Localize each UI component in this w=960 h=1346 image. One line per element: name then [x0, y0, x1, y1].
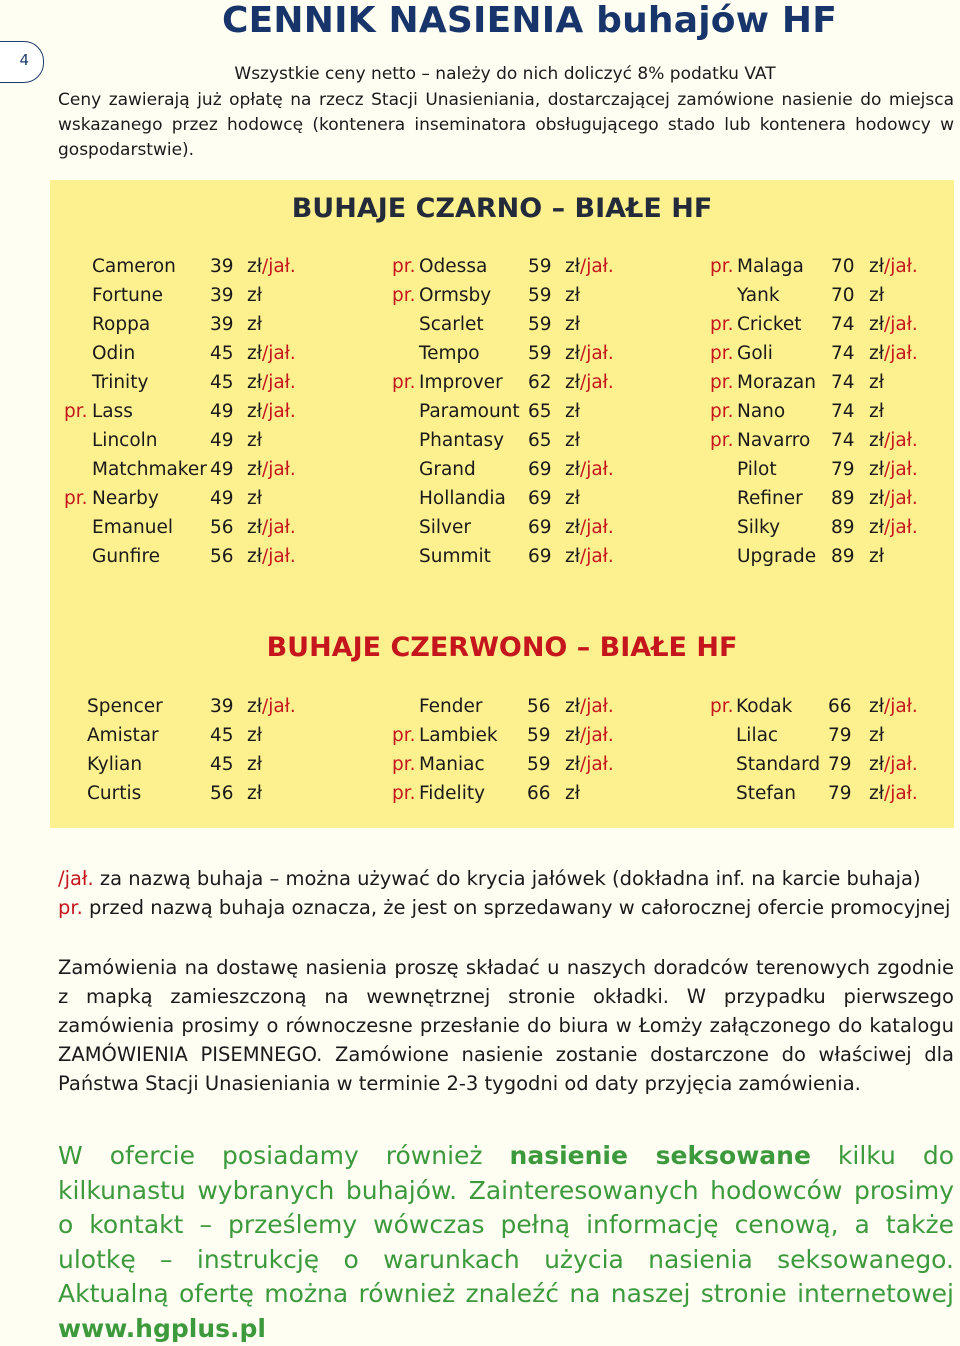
legend-pr: [58, 896, 950, 919]
bull-price: 74: [831, 314, 855, 335]
bull-price: 79: [828, 754, 852, 775]
currency: zł: [247, 546, 262, 567]
currency: zł: [247, 401, 262, 422]
currency: zł: [869, 343, 884, 364]
bull-name: Standard: [736, 754, 821, 775]
currency: zł: [869, 256, 884, 277]
price-unit: [565, 696, 614, 717]
currency: zł: [869, 401, 884, 422]
currency: zł: [869, 459, 884, 480]
bull-price: 49: [210, 488, 234, 509]
bull-name: Fortune: [92, 285, 163, 306]
currency: zł: [869, 517, 884, 538]
section-title-black-white: BUHAJE CZARNO – BIAŁE HF: [291, 193, 713, 224]
promo-marker: pr.: [710, 401, 734, 422]
bull-price: 70: [831, 285, 855, 306]
section-title-red-white: BUHAJE CZERWONO – BIAŁE HF: [266, 632, 738, 663]
promo-marker: pr.: [392, 256, 416, 277]
bull-price: 59: [528, 343, 552, 364]
bull-name: Matchmaker: [92, 459, 207, 480]
price-unit: [565, 285, 580, 306]
currency: zł: [565, 459, 580, 480]
heifer-marker: /jał.: [261, 546, 296, 567]
bull-price: 69: [528, 488, 552, 509]
price-unit: [869, 459, 918, 480]
price-unit: [247, 725, 262, 746]
currency: zł: [247, 754, 262, 775]
price-unit: [247, 401, 296, 422]
currency: zł: [247, 459, 262, 480]
bull-name: Kodak: [736, 696, 793, 717]
bull-name: Improver: [419, 372, 503, 393]
price-unit: [869, 285, 884, 306]
price-unit: [565, 314, 580, 335]
heifer-marker: /jał.: [883, 754, 918, 775]
price-unit: [565, 488, 580, 509]
heifer-marker: /jał.: [579, 696, 614, 717]
price-unit: [869, 430, 918, 451]
bull-price: 59: [528, 256, 552, 277]
bull-name: Odessa: [419, 256, 488, 277]
heifer-marker: /jał.: [579, 754, 614, 775]
currency: zł: [869, 725, 884, 746]
heifer-marker: /jał.: [579, 256, 614, 277]
heifer-marker: /jał.: [261, 459, 296, 480]
website-link[interactable]: www.hgplus.pl: [58, 1313, 266, 1343]
bull-name: Yank: [737, 285, 780, 306]
heifer-marker: /jał.: [883, 459, 918, 480]
currency: zł: [247, 372, 262, 393]
currency: zł: [869, 783, 884, 804]
currency: zł: [247, 343, 262, 364]
bull-name: Hollandia: [419, 488, 506, 509]
price-unit: [565, 256, 614, 277]
bull-name: Kylian: [87, 754, 143, 775]
price-unit: [565, 517, 614, 538]
currency: zł: [247, 285, 262, 306]
heifer-marker: /jał.: [579, 725, 614, 746]
currency: zł: [565, 725, 580, 746]
currency: zł: [565, 754, 580, 775]
bull-price: 45: [210, 754, 234, 775]
price-unit: [869, 343, 918, 364]
price-unit: [869, 401, 884, 422]
bull-price: 65: [528, 430, 552, 451]
heifer-marker: /jał.: [579, 546, 614, 567]
price-unit: [869, 517, 918, 538]
price-unit: [247, 459, 296, 480]
heifer-marker: /jał.: [883, 783, 918, 804]
promo-marker: pr.: [392, 285, 416, 306]
currency: zł: [247, 256, 262, 277]
price-unit: [247, 488, 262, 509]
bull-name: Silver: [419, 517, 471, 538]
legend-pr-marker: pr.: [58, 896, 83, 919]
bull-name: Navarro: [737, 430, 811, 451]
sexed-text-part1: W ofercie posiadamy również: [58, 1141, 510, 1170]
bull-name: Goli: [737, 343, 773, 364]
sexed-highlight: nasienie seksowane: [509, 1141, 811, 1170]
currency: zł: [565, 546, 580, 567]
promo-marker: pr.: [64, 401, 88, 422]
currency: zł: [565, 783, 580, 804]
bull-name: Ormsby: [419, 285, 492, 306]
currency: zł: [247, 517, 262, 538]
price-unit: [565, 343, 614, 364]
currency: zł: [869, 430, 884, 451]
heifer-marker: /jał.: [883, 256, 918, 277]
price-panel: [50, 180, 954, 828]
bull-price: 89: [831, 517, 855, 538]
price-unit: [565, 725, 614, 746]
page-number: 4: [19, 51, 29, 69]
price-unit: [869, 725, 884, 746]
bull-price: 66: [828, 696, 852, 717]
bull-name: Amistar: [87, 725, 159, 746]
bull-price: 59: [528, 285, 552, 306]
bull-price: 69: [528, 517, 552, 538]
promo-marker: pr.: [392, 783, 416, 804]
bull-price: 49: [210, 401, 234, 422]
bull-price: 79: [831, 459, 855, 480]
price-unit: [565, 546, 614, 567]
bull-name: Nano: [737, 401, 786, 422]
promo-marker: pr.: [392, 372, 416, 393]
bull-name: Roppa: [92, 314, 151, 335]
bull-name: Silky: [737, 517, 781, 538]
bull-name: Cricket: [737, 314, 802, 335]
price-unit: [869, 546, 884, 567]
heifer-marker: /jał.: [883, 343, 918, 364]
price-unit: [565, 783, 580, 804]
bull-price: 79: [828, 725, 852, 746]
bull-name: Lincoln: [92, 430, 158, 451]
currency: zł: [869, 285, 884, 306]
price-unit: [565, 459, 614, 480]
heifer-marker: /jał.: [883, 430, 918, 451]
bull-price: 59: [527, 754, 551, 775]
bull-price: 89: [831, 488, 855, 509]
price-unit: [565, 430, 580, 451]
price-unit: [869, 256, 918, 277]
currency: zł: [565, 488, 580, 509]
currency: zł: [869, 546, 884, 567]
bull-price: 49: [210, 459, 234, 480]
price-unit: [565, 401, 580, 422]
promo-marker: pr.: [710, 314, 734, 335]
bull-price: 70: [831, 256, 855, 277]
promo-marker: pr.: [710, 696, 734, 717]
price-unit: [247, 546, 296, 567]
heifer-marker: /jał.: [579, 343, 614, 364]
price-unit: [247, 285, 262, 306]
currency: zł: [565, 430, 580, 451]
bull-price: 74: [831, 343, 855, 364]
price-unit: [869, 696, 918, 717]
promo-marker: pr.: [710, 430, 734, 451]
bull-name: Lambiek: [419, 725, 498, 746]
bull-name: Lass: [92, 401, 133, 422]
price-unit: [247, 343, 296, 364]
bull-name: Summit: [419, 546, 491, 567]
sexed-semen-offer: [58, 1139, 954, 1346]
bull-name: Spencer: [87, 696, 163, 717]
price-unit: [247, 754, 262, 775]
heifer-marker: /jał.: [883, 517, 918, 538]
bull-name: Grand: [419, 459, 476, 480]
bull-name: Pilot: [737, 459, 777, 480]
bull-name: Maniac: [419, 754, 485, 775]
price-unit: [247, 314, 262, 335]
bull-name: Malaga: [737, 256, 804, 277]
promo-marker: pr.: [710, 256, 734, 277]
bull-price: 69: [528, 459, 552, 480]
bull-price: 74: [831, 372, 855, 393]
heifer-marker: /jał.: [579, 517, 614, 538]
bull-price: 45: [210, 343, 234, 364]
currency: zł: [565, 343, 580, 364]
orders-text: Zamówienia na dostawę nasienia proszę składać u naszych doradców terenowych zgodnie z mapką zamieszczoną na wewnętrznej stronie okładki. W przypadku pierwszego zamówienia prosimy o równoczesne przesłanie do biura w Łomży załączonego do katalogu ZAMÓWIENIA PISEMNEGO. Zamówione nasienie zostanie dostarczone do właściwej dla Państwa Stacji Unasieniania w terminie 2-3 tygodni od daty przyjęcia zamówienia.: [58, 956, 954, 1095]
currency: zł: [565, 401, 580, 422]
heifer-marker: /jał.: [261, 256, 296, 277]
currency: zł: [565, 517, 580, 538]
heifer-marker: /jał.: [579, 372, 614, 393]
bull-name: Morazan: [737, 372, 816, 393]
promo-marker: pr.: [710, 372, 734, 393]
price-unit: [869, 372, 884, 393]
heifer-marker: /jał.: [883, 488, 918, 509]
bull-name: Tempo: [419, 343, 480, 364]
legend-jal-text: za nazwą buhaja – można używać do krycia jałówek (dokładna inf. na karcie buhaja): [93, 867, 921, 890]
currency: zł: [869, 314, 884, 335]
currency: zł: [247, 430, 262, 451]
bull-price: 49: [210, 430, 234, 451]
page-title: CENNIK NASIENIA buhajów HF: [222, 0, 838, 41]
price-unit: [247, 372, 296, 393]
currency: zł: [869, 372, 884, 393]
currency: zł: [565, 696, 580, 717]
heifer-marker: /jał.: [261, 401, 296, 422]
bull-price: 39: [210, 256, 234, 277]
bull-price: 45: [210, 372, 234, 393]
price-unit: [247, 783, 262, 804]
bull-name: Fender: [419, 696, 483, 717]
bull-name: Odin: [92, 343, 136, 364]
bull-price: 89: [831, 546, 855, 567]
price-unit: [869, 488, 918, 509]
bull-name: Refiner: [737, 488, 803, 509]
bull-price: 39: [210, 314, 234, 335]
currency: zł: [247, 725, 262, 746]
heifer-marker: /jał.: [261, 517, 296, 538]
bull-price: 39: [210, 285, 234, 306]
bull-price: 59: [528, 314, 552, 335]
price-unit: [247, 517, 296, 538]
heifer-marker: /jał.: [883, 696, 918, 717]
promo-marker: pr.: [392, 754, 416, 775]
price-unit: [869, 314, 918, 335]
price-unit: [565, 754, 614, 775]
heifer-marker: /jał.: [261, 372, 296, 393]
currency: zł: [565, 372, 580, 393]
price-unit: [247, 256, 296, 277]
bull-name: Upgrade: [737, 546, 817, 567]
bull-price: 56: [210, 783, 234, 804]
bull-name: Scarlet: [419, 314, 484, 335]
bull-name: Gunfire: [92, 546, 161, 567]
price-unit: [869, 754, 918, 775]
price-unit: [565, 372, 614, 393]
bull-price: 65: [528, 401, 552, 422]
currency: zł: [247, 488, 262, 509]
currency: zł: [869, 754, 884, 775]
sexed-text-part2: kilku do kilkunastu wybranych buhajów. Zainteresowanych hodowców prosimy o kontakt – prześlemy wówczas pełną informację cenową, a także ulotkę – instrukcję o warunkach użycia nasienia seksowanego. Aktualną ofertę można również znaleźć na naszej stronie internetowej: [58, 1141, 954, 1308]
bull-price: 62: [528, 372, 552, 393]
bull-price: 45: [210, 725, 234, 746]
bull-price: 56: [210, 517, 234, 538]
promo-marker: pr.: [392, 725, 416, 746]
currency: zł: [869, 696, 884, 717]
bull-name: Nearby: [92, 488, 159, 509]
legend-pr-text: przed nazwą buhaja oznacza, że jest on sprzedawany w całorocznej ofercie promocyjnej: [82, 896, 951, 919]
bull-name: Phantasy: [419, 430, 505, 451]
bull-name: Cameron: [92, 256, 176, 277]
currency: zł: [247, 314, 262, 335]
heifer-marker: /jał.: [261, 696, 296, 717]
bull-price: 59: [527, 725, 551, 746]
bull-name: Paramount: [419, 401, 520, 422]
bull-name: Trinity: [92, 372, 149, 393]
bull-price: 66: [527, 783, 551, 804]
legend-jal: [58, 867, 921, 890]
price-unit: [247, 430, 262, 451]
price-unit: [247, 696, 296, 717]
bull-price: 56: [210, 546, 234, 567]
currency: zł: [565, 256, 580, 277]
heifer-marker: /jał.: [579, 459, 614, 480]
bull-name: Lilac: [736, 725, 779, 746]
vat-note: Wszystkie ceny netto – należy do nich doliczyć 8% podatku VAT: [234, 64, 776, 84]
currency: zł: [247, 783, 262, 804]
bull-price: 74: [831, 430, 855, 451]
currency: zł: [565, 285, 580, 306]
currency: zł: [247, 696, 262, 717]
intro-text: Ceny zawierają już opłatę na rzecz Stacji Unasieniania, dostarczającej zamówione nasienie do miejsca wskazanego przez hodowcę (kontenera inseminatora obsługującego stado lub kontenera hodowcy w gospodarstwie).: [58, 90, 954, 160]
currency: zł: [869, 488, 884, 509]
heifer-marker: /jał.: [261, 343, 296, 364]
bull-price: 56: [527, 696, 551, 717]
heifer-marker: /jał.: [883, 314, 918, 335]
bull-price: 74: [831, 401, 855, 422]
promo-marker: pr.: [64, 488, 88, 509]
bull-name: Fidelity: [419, 783, 486, 804]
bull-price: 79: [828, 783, 852, 804]
bull-price: 69: [528, 546, 552, 567]
bull-price: 39: [210, 696, 234, 717]
bull-name: Curtis: [87, 783, 142, 804]
legend-jal-marker: /jał.: [58, 867, 94, 890]
currency: zł: [565, 314, 580, 335]
price-unit: [869, 783, 918, 804]
promo-marker: pr.: [710, 343, 734, 364]
bull-name: Stefan: [736, 783, 796, 804]
bull-name: Emanuel: [92, 517, 174, 538]
